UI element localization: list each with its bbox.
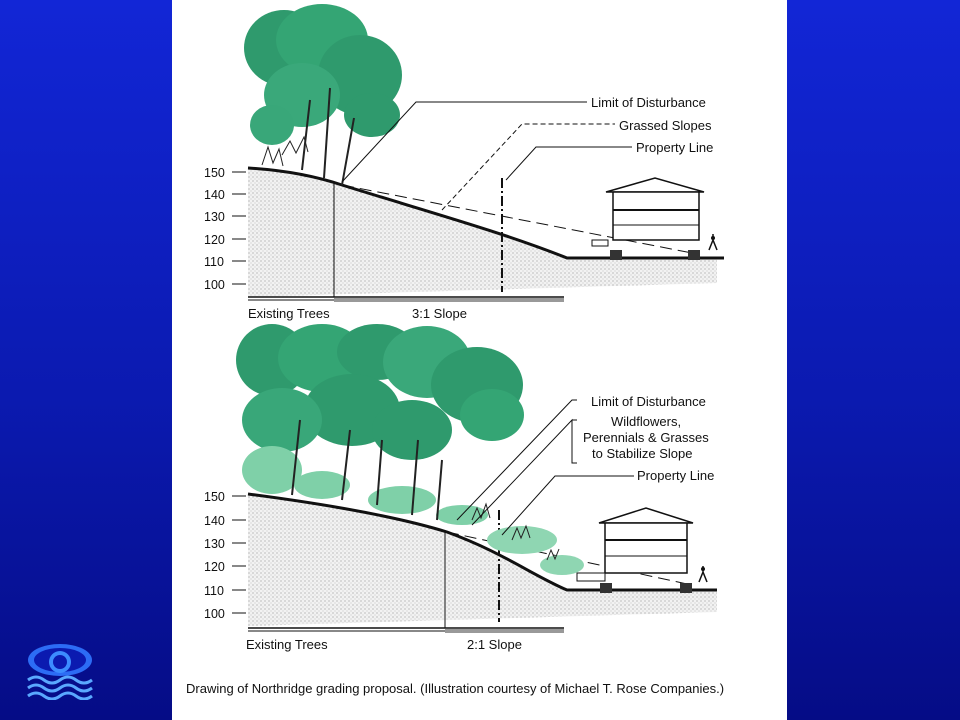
agency-logo-icon [24,640,96,700]
top-tick-140: 140 [204,188,225,202]
top-tick-150: 150 [204,166,225,180]
bottom-tick-110: 110 [204,584,224,598]
top-tick-130: 130 [204,210,225,224]
bottom-y-axis [204,490,246,621]
top-diagram [204,4,724,321]
illustration-panel [172,0,787,720]
top-label-existing-trees: Existing Trees [248,306,330,321]
top-house [592,178,717,260]
top-label-slope: 3:1 Slope [412,306,467,321]
bottom-tick-150: 150 [204,490,225,504]
top-trees [244,4,402,185]
top-label-grassed: Grassed Slopes [619,118,712,133]
bottom-label-wildflowers: Wildflowers, [611,414,682,429]
bottom-tick-120: 120 [204,560,225,574]
bottom-tick-140: 140 [204,514,225,528]
top-tick-110: 110 [204,255,224,269]
bottom-label-limit: Limit of Disturbance [591,394,706,409]
figure-caption: Drawing of Northridge grading proposal. (Illustration courtesy of Michael T. Rose Companies.) [186,681,725,696]
bottom-label-property: Property Line [637,468,715,483]
grading-diagrams [172,0,787,720]
top-tick-120: 120 [204,233,225,247]
bottom-label-perennials: Perennials & Grasses [583,430,709,445]
top-y-axis [204,166,246,292]
bottom-tick-100: 100 [204,607,225,621]
bottom-label-slope: 2:1 Slope [467,637,522,652]
bottom-tick-130: 130 [204,537,225,551]
top-label-limit: Limit of Disturbance [591,95,706,110]
bottom-label-stabilize: to Stabilize Slope [592,446,693,461]
top-label-property: Property Line [636,140,714,155]
top-tick-100: 100 [204,278,225,292]
bottom-label-existing-trees: Existing Trees [246,637,328,652]
bottom-diagram [204,324,717,652]
bottom-house [577,508,707,593]
